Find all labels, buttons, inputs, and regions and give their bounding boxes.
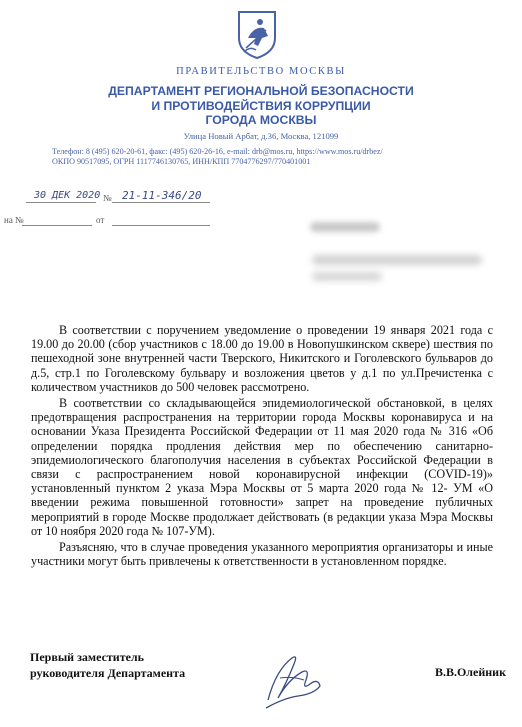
signatory-title-line: Первый заместитель bbox=[30, 650, 144, 664]
department-line: ГОРОДА МОСКВЫ bbox=[205, 113, 317, 127]
signatory-title bbox=[30, 649, 230, 681]
department-name bbox=[0, 84, 522, 128]
department-address: Улица Новый Арбат, д.36, Москва, 121099 bbox=[183, 131, 339, 141]
redacted-addressee-address bbox=[312, 272, 382, 281]
signatory-name: В.В.Олейник bbox=[434, 665, 506, 679]
department-contacts bbox=[52, 147, 492, 167]
body-paragraph: В соответствии с поручением уведомление о проведении 19 января 2021 года с 19.00 до 20.00 (сбор участников с 18.00 до 19.00 в Новопушкинском сквере) шествия по пешеходной зоне внутренней части Тверского, Никитского и Гоголевского бульваров до д.5, стр.1 по Гоголевскому бульвару и возложения цветов у д.1 по ул.Пречистенка с количеством участников до 500 человек рассмотрено. bbox=[31, 323, 493, 394]
letter-body bbox=[31, 323, 493, 570]
contact-line: Телефон: 8 (495) 620-20-61, факс: (495) 620-26-16, e-mail: drb@mos.ru, https://www.mos.ru/drbez/ bbox=[52, 147, 383, 156]
registration-date: 30 ДЕК 2020 bbox=[34, 190, 101, 201]
registration-number: 21-11-346/20 bbox=[122, 189, 202, 202]
signatory-title-line: руководителя Департамента bbox=[30, 666, 186, 680]
redacted-addressee-address bbox=[312, 255, 482, 265]
department-line: И ПРОТИВОДЕЙСТВИЯ КОРРУПЦИИ bbox=[151, 98, 371, 113]
government-title: ПРАВИТЕЛЬСТВО МОСКВЫ bbox=[176, 66, 346, 77]
registry-line: ОКПО 90517095, ОГРН 1117746130765, ИНН/КПП 7704776297/770401001 bbox=[52, 157, 311, 166]
reference-number-label: на № bbox=[4, 215, 24, 225]
department-line: ДЕПАРТАМЕНТ РЕГИОНАЛЬНОЙ БЕЗОПАСНОСТИ bbox=[108, 84, 414, 98]
moscow-coat-of-arms-icon bbox=[236, 8, 278, 60]
body-paragraph: Разъясняю, что в случае проведения указанного мероприятия организаторы и иные участники могут быть привлечены к ответственности в установленном порядке. bbox=[31, 540, 493, 569]
handwritten-signature bbox=[258, 650, 328, 715]
reference-date-label: от bbox=[96, 215, 105, 225]
registration-block bbox=[0, 188, 522, 228]
body-paragraph: В соответствии со складывающейся эпидемиологической обстановкой, в целях предотвращения распространения на территории города Москвы коронавируса и на основании Указа Президента Российской Федерации от 11 мая 2020 года № 316 «Об определении порядка продления действия мер по обеспечению санитарно-эпидемиологического благополучия населения в субъектах Российской Федерации в связи с распространением новой коронавирусной инфекции (COVID-19)» установленный пунктом 2 указа Мэра Москвы от 5 марта 2020 года № 12- УМ «О введении режима повышенной готовности» запрет на проведение публичных мероприятий в городе Москве продолжает действовать (в редакции указа Мэра Москвы от 10 ноября 2020 года № 107-УМ). bbox=[31, 396, 493, 538]
redacted-addressee-name bbox=[310, 222, 380, 232]
number-prefix: № bbox=[103, 193, 112, 203]
